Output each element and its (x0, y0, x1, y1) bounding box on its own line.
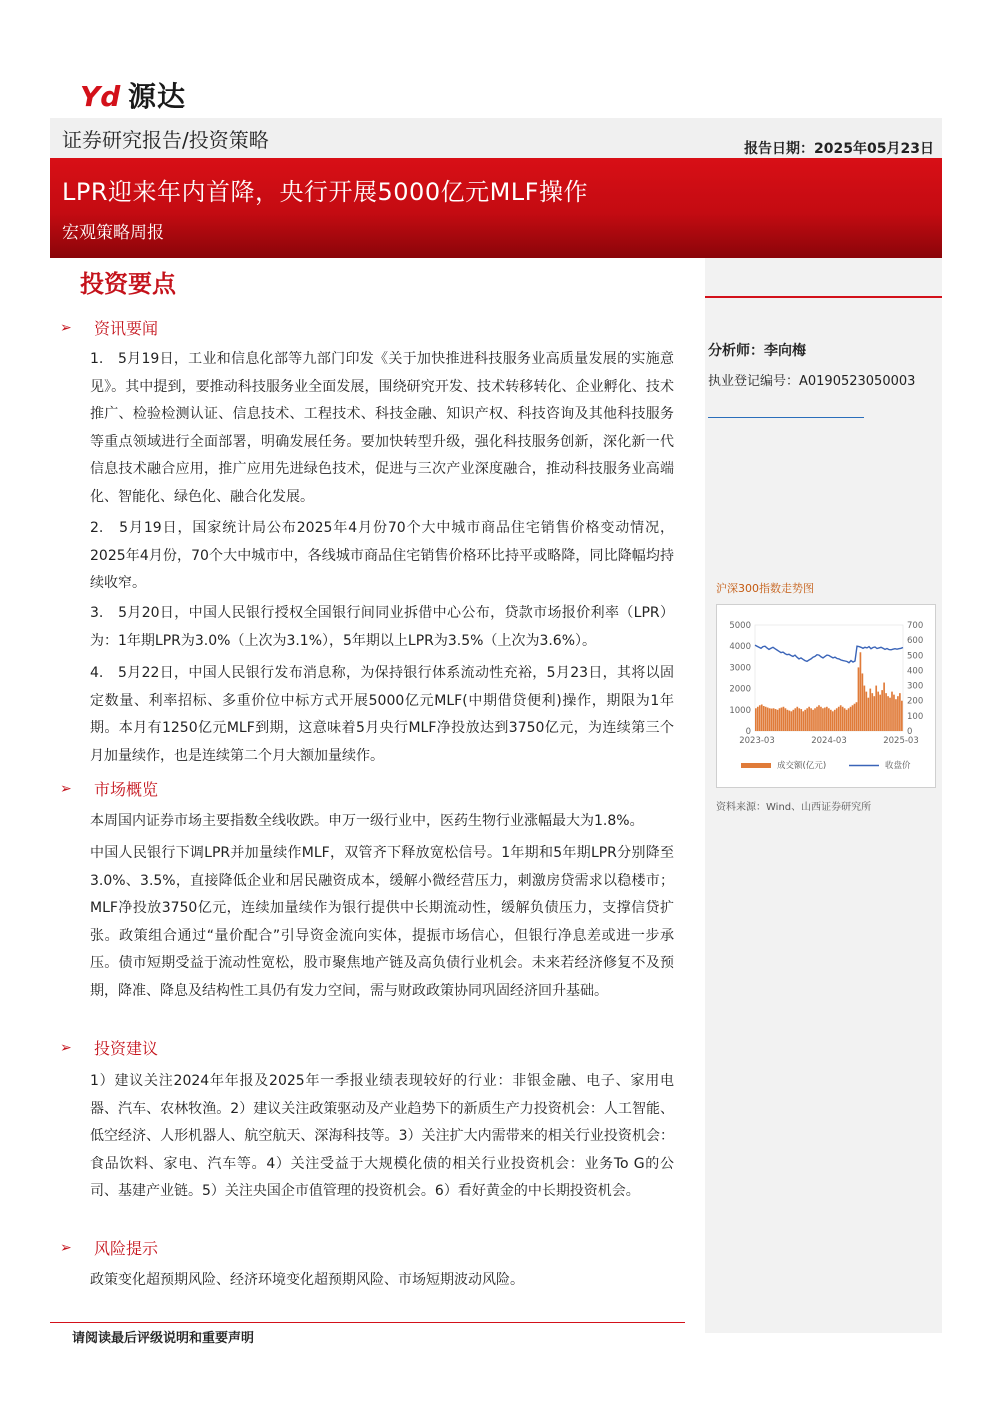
y-right-tick-label: 500 (907, 651, 924, 662)
y-right-tick-label: 700 (907, 621, 924, 631)
volume-bar (789, 711, 791, 731)
sidebar-divider (705, 296, 942, 298)
volume-bar (873, 696, 875, 731)
logo-mark-text: Yd (80, 80, 121, 110)
volume-bar (852, 705, 854, 731)
news-item-1: 1. 5月19日，工业和信息化部等九部门印发《关于加快推进科技服务业高质量发展的实施意见》。其中提到，要推动科技服务业全面发展，围绕研究开发、技术转移转化、企业孵化、技术推广、检验检测认证、信息技术、工程技术、科技金融、知识产权、科技咨询及其他科技服务等重点领域进行全面部署，明确发展任务。要加快转型升级，强化科技服务创新，深化新一代信息技术融合应用，推广应用先进绿色技术，促进与三次产业深度融合，推动科技服务业高端化、智能化、绿色化、融合化发展。 (90, 351, 674, 505)
volume-bar (794, 708, 796, 731)
volume-bar (783, 707, 785, 731)
volume-bar (792, 710, 794, 731)
volume-bar (869, 689, 871, 731)
section-market-label: 市场概览 (94, 780, 159, 799)
volume-bar (759, 705, 761, 731)
section-risk-label: 风险提示 (94, 1239, 159, 1258)
volume-bar (767, 708, 769, 731)
x-tick-label: 2023-03 (739, 736, 775, 746)
section-advice-label: 投资建议 (94, 1039, 159, 1058)
y-left-tick-label: 2000 (729, 684, 751, 695)
bullet-arrow-icon: ➢ (60, 780, 72, 797)
volume-bar (771, 709, 773, 731)
volume-bar (761, 705, 763, 732)
volume-bar (812, 710, 814, 731)
section-advice-header (60, 1036, 158, 1059)
y-right-tick-label: 400 (907, 666, 924, 677)
report-title: LPR迎来年内首降，央行开展5000亿元MLF操作 (62, 178, 588, 206)
bullet-arrow-icon: ➢ (60, 1039, 72, 1056)
volume-bar (781, 708, 783, 731)
volume-bar (877, 692, 879, 731)
volume-bar (806, 708, 808, 731)
volume-bar (820, 707, 822, 731)
volume-bar (787, 710, 789, 731)
volume-bar (850, 707, 852, 731)
volume-bar (842, 707, 844, 731)
volume-bar (810, 708, 812, 731)
market-paragraph-1: 本周国内证券市场主要指数全线收跌。申万一级行业中，医药生物行业涨幅最大为1.8%。 (90, 813, 644, 829)
report-date: 报告日期：2025年05月23日 (744, 141, 934, 157)
volume-bar (779, 708, 781, 731)
y-right-tick-label: 200 (907, 696, 924, 707)
legend-label-volume: 成交额(亿元) (777, 761, 827, 771)
volume-bar (832, 711, 834, 731)
volume-bar (864, 686, 866, 731)
volume-bar (887, 696, 889, 731)
volume-bar (828, 708, 830, 731)
advice-paragraph: 1）建议关注2024年年报及2025年一季报业绩表现较好的行业：非银金融、电子、家用电器、汽车、农林牧渔。2）建议关注政策驱动及产业趋势下的新质生产力投资机会：人工智能、低空经济、人形机器人、航空航天、深海科技等。3）关注扩大内需带来的相关行业投资机会：食品饮料、家电、汽车等。4）关注受益于大规模化债的相关行业投资机会：业务To G的公司、基建产业链。5）关注央国企市值管理的投资机会。6）看好黄金的中长期投资机会。 (90, 1073, 674, 1199)
report-subtitle: 宏观策略周报 (62, 223, 164, 243)
report-category: 证券研究报告/投资策略 (62, 128, 269, 152)
y-left-tick-label: 0 (745, 727, 751, 737)
volume-bar (897, 696, 899, 731)
volume-bar (834, 710, 836, 731)
y-left-tick-label: 1000 (729, 705, 751, 716)
brand-name: 源达 (128, 80, 187, 113)
volume-bar (875, 686, 877, 731)
volume-bar (895, 699, 897, 731)
bullet-arrow-icon: ➢ (60, 1239, 72, 1256)
volume-bar (796, 707, 798, 731)
y-right-tick-label: 300 (907, 681, 924, 692)
footer-disclaimer: 请阅读最后评级说明和重要声明 (72, 1331, 255, 1346)
volume-bar (879, 695, 881, 731)
volume-bar (866, 692, 868, 731)
volume-bar (848, 708, 850, 731)
close-price-line (755, 645, 903, 663)
volume-bar (830, 710, 832, 731)
volume-bar (777, 710, 779, 731)
bullet-arrow-icon: ➢ (60, 319, 72, 336)
volume-bar (785, 708, 787, 731)
volume-bar (844, 708, 846, 731)
volume-bar (773, 708, 775, 731)
volume-bar (798, 708, 800, 731)
news-item-4: 4. 5月22日，中国人民银行发布消息称，为保持银行体系流动性充裕，5月23日，其将以固定数量、利率招标、多重价位中标方式开展5000亿元MLF(中期借贷便利)操作，期限为1年期。本月有1250亿元MLF到期，这意味着5月央行MLF净投放达到3750亿元，为连续第三个月加量续作，也是连续第二个月大额加量续作。 (90, 665, 674, 764)
volume-bar (755, 708, 757, 731)
y-left-tick-label: 5000 (729, 621, 751, 631)
footer-divider (50, 1322, 685, 1323)
chart-canvas (717, 605, 937, 789)
y-right-tick-label: 100 (907, 711, 924, 722)
x-tick-label: 2025-03 (883, 736, 919, 746)
chart-source: 资料来源：Wind、山西证券研究所 (716, 802, 872, 813)
volume-bar (858, 667, 860, 731)
volume-bar (838, 707, 840, 731)
volume-bar (867, 698, 869, 731)
brand-logo (80, 78, 186, 112)
sidebar (705, 258, 942, 1333)
index-chart (716, 604, 936, 788)
volume-bar (802, 711, 804, 731)
volume-bar (822, 708, 824, 731)
section-market-header (60, 777, 158, 800)
volume-bar (765, 707, 767, 731)
y-right-tick-label: 600 (907, 636, 924, 647)
volume-bar (860, 652, 862, 731)
volume-bar (769, 708, 771, 731)
volume-bar (757, 707, 759, 731)
chart-title: 沪深300指数走势图 (716, 582, 814, 595)
section-news-label: 资讯要闻 (94, 319, 159, 338)
volume-bar (883, 683, 885, 731)
y-left-tick-label: 3000 (729, 663, 751, 674)
volume-bar (775, 709, 777, 731)
x-tick-label: 2024-03 (811, 736, 847, 746)
volume-bar (808, 707, 810, 731)
volume-bar (763, 706, 765, 731)
volume-bar (889, 698, 891, 731)
volume-bar (824, 708, 826, 731)
volume-bar (814, 708, 816, 731)
volume-bar (804, 710, 806, 731)
volume-bar (891, 692, 893, 731)
volume-bar (840, 705, 842, 731)
risk-paragraph: 政策变化超预期风险、经济环境变化超预期风险、市场短期波动风险。 (90, 1272, 524, 1288)
news-item-2: 2. 5月19日，国家统计局公布2025年4月份70个大中城市商品住宅销售价格变动情况，2025年4月份，70个大中城市中，各线城市商品住宅销售价格环比持平或略降，同比降幅均持续收窄。 (90, 520, 674, 591)
market-paragraph-2: 中国人民银行下调LPR并加量续作MLF，双管齐下释放宽松信号。1年期和5年期LPR分别降至3.0%、3.5%，直接降低企业和居民融资成本，缓解小微经营压力，刺激房贷需求以稳楼市；MLF净投放3750亿元，连续加量续作为银行提供中长期流动性，缓解负债压力，支撑信贷扩张。政策组合通过“量价配合”引导资金流向实体，提振市场信心，但银行净息差或进一步承压。债市短期受益于流动性宽松，股市聚焦地产链及高负债行业机会。未来若经济修复不及预期，降准、降息及结构性工具仍有发力空间，需与财政政策协同巩固经济回升基础。 (90, 845, 674, 999)
volume-bar (818, 705, 820, 731)
volume-bar (899, 693, 901, 731)
analyst-name: 分析师：李向梅 (708, 343, 806, 359)
volume-bar (826, 707, 828, 731)
y-right-tick-label: 0 (907, 727, 913, 737)
volume-bar (901, 701, 903, 731)
volume-bar (836, 708, 838, 731)
volume-bar (854, 704, 856, 731)
volume-bar (871, 693, 873, 731)
news-item-3: 3. 5月20日，中国人民银行授权全国银行间同业拆借中心公布，贷款市场报价利率（LPR）为：1年期LPR为3.0%（上次为3.1%），5年期以上LPR为3.5%（上次为3.6%）。 (90, 605, 674, 649)
investment-highlights-heading: 投资要点 (80, 270, 176, 298)
volume-bar (893, 695, 895, 731)
volume-bar (862, 673, 864, 731)
volume-bar (856, 702, 858, 731)
sidebar-blue-divider (708, 417, 864, 418)
volume-bar (800, 709, 802, 731)
section-news-header (60, 316, 158, 339)
volume-bar (791, 711, 793, 731)
legend-label-price: 收盘价 (885, 761, 911, 771)
volume-bar (881, 690, 883, 731)
yd-logo-icon (80, 80, 126, 110)
analyst-cert-number: 执业登记编号：A0190523050003 (708, 374, 916, 389)
volume-bar (816, 707, 818, 731)
y-left-tick-label: 4000 (729, 642, 751, 653)
legend-swatch-volume (741, 763, 771, 768)
volume-bar (885, 693, 887, 731)
volume-bar (846, 710, 848, 731)
section-risk-header (60, 1236, 158, 1259)
